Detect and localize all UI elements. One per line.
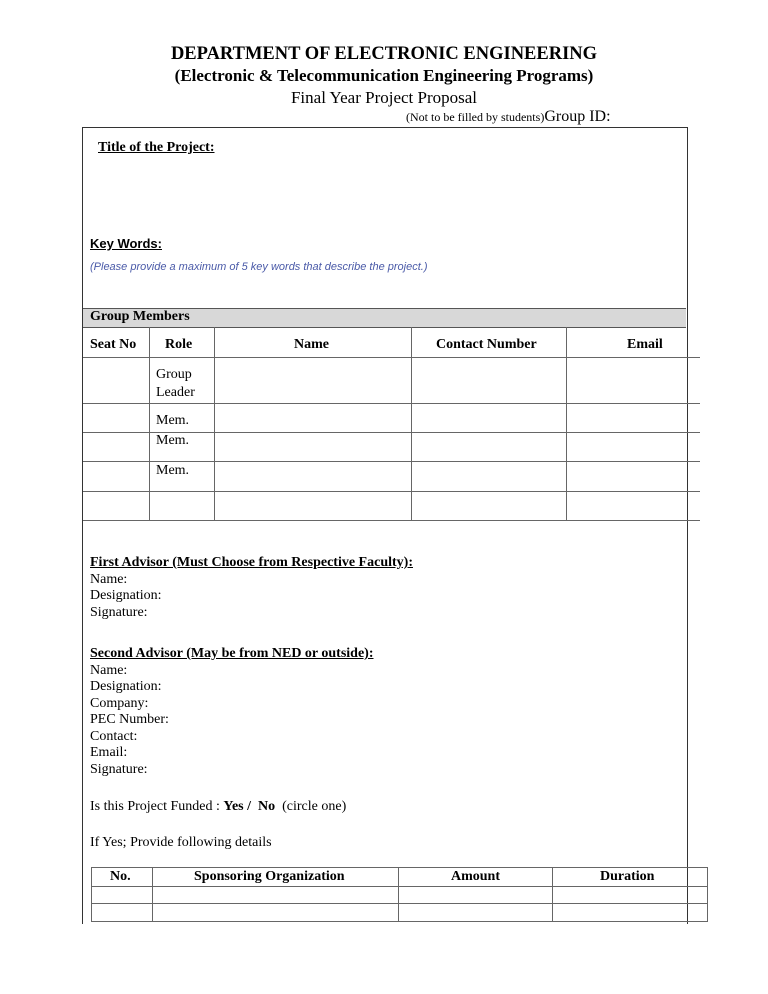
- sponsor-row-divider: [91, 867, 708, 868]
- second-advisor-designation-field: Designation:: [90, 679, 162, 694]
- department-title: DEPARTMENT OF ELECTRONIC ENGINEERING: [170, 44, 598, 64]
- first-advisor-designation-field: Designation:: [90, 588, 162, 603]
- funding-question-suffix: (circle one): [275, 799, 347, 814]
- funding-question-prefix: Is this Project Funded :: [90, 799, 224, 814]
- sponsor-col-divider: [398, 867, 399, 922]
- first-advisor-heading: First Advisor (Must Choose from Respective Faculty):: [90, 555, 413, 570]
- second-advisor-email-field: Email:: [90, 745, 128, 760]
- second-advisor-signature-field: Signature:: [90, 761, 148, 777]
- second-advisor-name-field: Name:: [90, 662, 128, 678]
- sponsor-col-amount: Amount: [451, 869, 501, 884]
- first-advisor-signature-field: Signature:: [90, 604, 148, 620]
- funding-question: [90, 799, 346, 816]
- group-id-label: Group ID:: [544, 108, 611, 125]
- members-row-divider: [83, 403, 700, 404]
- second-advisor-company-field: Company:: [90, 695, 149, 711]
- members-row-divider: [83, 357, 700, 358]
- members-row-divider: [83, 491, 700, 492]
- member-role: Mem.: [156, 413, 190, 428]
- col-header-name: Name: [294, 337, 329, 352]
- sponsor-col-divider: [91, 867, 92, 922]
- program-subtitle: (Electronic & Telecommunication Engineering Programs): [174, 66, 594, 85]
- keywords-label: Key Words:: [90, 236, 162, 251]
- sponsor-col-no: No.: [110, 869, 131, 884]
- funding-if-yes: If Yes; Provide following details: [90, 835, 272, 850]
- first-advisor-section: [90, 555, 413, 621]
- project-title-label: Title of the Project:: [98, 140, 215, 155]
- col-header-role: Role: [165, 337, 193, 352]
- office-use-text: (Not to be filled by students): [406, 110, 545, 124]
- member-role: Mem.: [156, 433, 190, 448]
- sponsor-col-divider: [552, 867, 553, 922]
- second-advisor-contact-field: Contact:: [90, 728, 138, 744]
- first-advisor-name-field: Name:: [90, 571, 128, 587]
- second-advisor-heading: Second Advisor (May be from NED or outside):: [90, 646, 374, 661]
- keywords-hint: (Please provide a maximum of 5 key words that describe the project.): [90, 261, 428, 273]
- member-role-leader: Group Leader: [156, 367, 195, 400]
- sponsor-row-divider: [91, 921, 708, 922]
- col-header-email: Email: [627, 337, 663, 352]
- funding-options[interactable]: Yes / No: [223, 799, 276, 814]
- sponsor-col-divider: [707, 867, 708, 922]
- members-col-divider: [214, 327, 215, 520]
- group-members-label: Group Members: [90, 309, 190, 324]
- second-advisor-section: [90, 646, 374, 778]
- sponsor-col-organization: Sponsoring Organization: [194, 869, 345, 884]
- members-col-divider: [566, 327, 567, 520]
- office-use-note: [406, 108, 611, 126]
- sponsor-row-divider: [91, 903, 708, 904]
- member-role: Mem.: [156, 463, 190, 478]
- col-header-contact: Contact Number: [436, 337, 537, 352]
- members-col-divider: [411, 327, 412, 520]
- members-col-divider: [149, 327, 150, 520]
- sponsor-row-divider: [91, 886, 708, 887]
- sponsor-col-divider: [152, 867, 153, 922]
- members-row-divider: [83, 520, 700, 521]
- project-title-area[interactable]: [92, 160, 680, 230]
- second-advisor-pec-field: PEC Number:: [90, 712, 169, 727]
- col-header-seat-no: Seat No: [90, 337, 137, 352]
- sponsor-col-duration: Duration: [600, 869, 655, 884]
- form-title: Final Year Project Proposal: [290, 88, 478, 107]
